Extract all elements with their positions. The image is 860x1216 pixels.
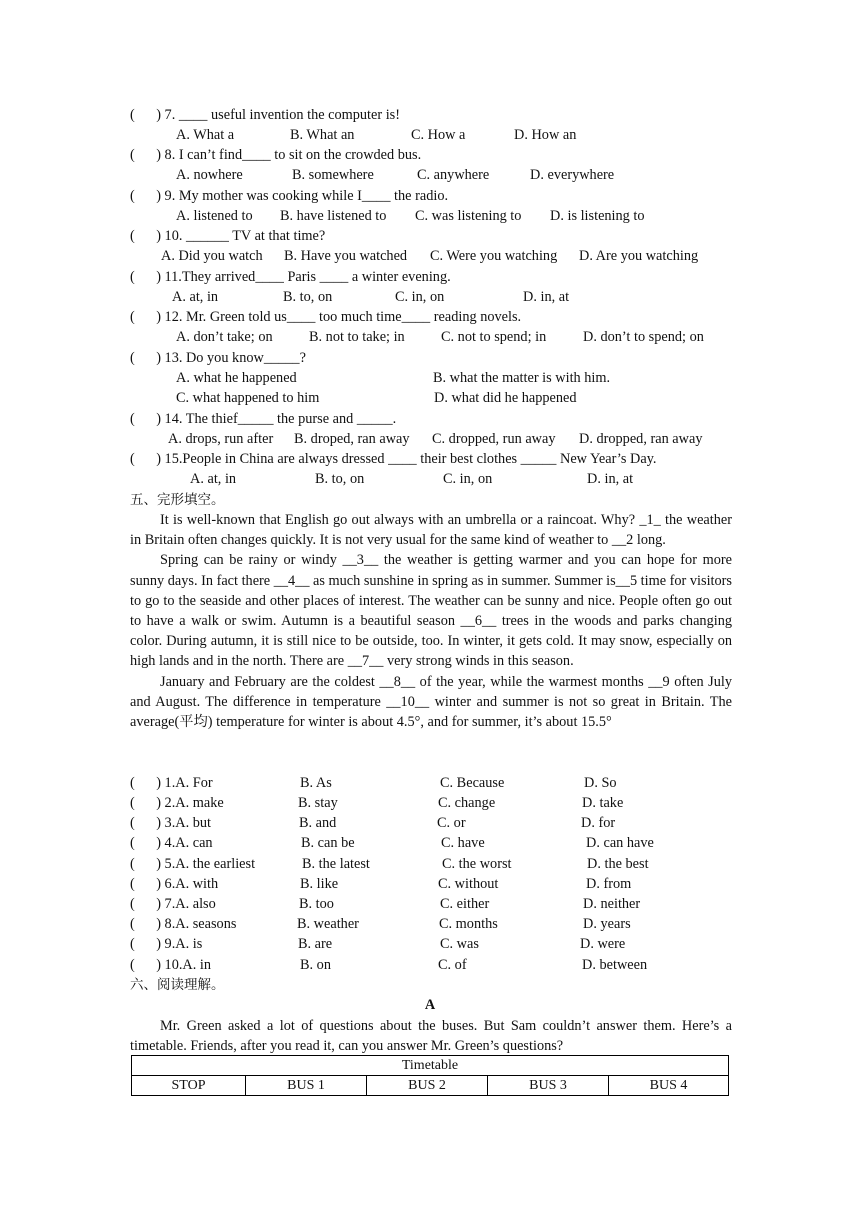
q8-option-b: B. somewhere	[292, 167, 374, 183]
q15-option-a: A. at, in	[190, 471, 237, 487]
cloze-1-b: B. As	[300, 775, 332, 791]
passage-a-intro-block	[130, 1016, 732, 1056]
q9-option-d: D. is listening to	[550, 208, 645, 224]
cloze-passage	[130, 510, 732, 732]
cloze-6-b: B. like	[300, 876, 339, 892]
cloze-paragraph-2: Spring can be rainy or windy __3__ the weather is getting warmer and you can hope for more sunny days. In fact there __4__ as much sunshine in spring as in summer. Summer is__5 time for visitors to go to the seaside and other places of interest. The weather can be sunny and nice. People often go out to have a walk or swim. Autumn is a beautiful season __6__ trees in the woods and parks changing color. During autumn, it is still nice to be outside, too. In winter, it gets cold. It may snow, especially on high lands and in the north. There are __7__ very strong winds in this season.	[130, 552, 732, 670]
question-10: ( ) 10. ______ TV at that time?	[130, 228, 326, 244]
cloze-option-2: ( ) 2.A. make	[130, 795, 224, 811]
cloze-9-c: C. was	[440, 936, 479, 952]
q9-option-a: A. listened to	[176, 208, 253, 224]
cloze-3-b: B. and	[299, 815, 337, 831]
cloze-7-b: B. too	[299, 896, 334, 912]
question-12: ( ) 12. Mr. Green told us____ too much time____ reading novels.	[130, 309, 522, 325]
cloze-option-3: ( ) 3.A. but	[130, 815, 212, 831]
q10-option-a: A. Did you watch	[161, 248, 263, 264]
q15-option-c: C. in, on	[443, 471, 493, 487]
q10-option-d: D. Are you watching	[579, 248, 699, 264]
cloze-4-b: B. can be	[301, 835, 355, 851]
cloze-option-1: ( ) 1.A. For	[130, 775, 213, 791]
section-6-heading: 六、阅读理解。	[130, 977, 225, 993]
cloze-option-9: ( ) 9.A. is	[130, 936, 203, 952]
cloze-paragraph-3: January and February are the coldest __8__ of the year, while the warmest months __9 often July and August. The difference in temperature __10__ winter and summer is not so great in Britain. The average(平均) temperature for winter is about 4.5°, and for summer, it’s about 15.5°	[130, 673, 732, 731]
cloze-8-b: B. weather	[297, 916, 359, 932]
cloze-1-c: C. Because	[440, 775, 505, 791]
cloze-option-10: ( ) 10.A. in	[130, 957, 212, 973]
cloze-8-c: C. months	[439, 916, 498, 932]
q8-option-c: C. anywhere	[417, 167, 490, 183]
q7-option-b: B. What an	[290, 127, 355, 143]
q8-option-a: A. nowhere	[176, 167, 243, 183]
q15-option-d: D. in, at	[587, 471, 634, 487]
q12-option-b: B. not to take; in	[309, 329, 405, 345]
cloze-7-c: C. either	[440, 896, 490, 912]
cloze-option-4: ( ) 4.A. can	[130, 835, 213, 851]
cloze-3-d: D. for	[581, 815, 616, 831]
question-13: ( ) 13. Do you know_____?	[130, 350, 306, 366]
question-14: ( ) 14. The thief_____ the purse and _____.	[130, 411, 397, 427]
cloze-7-d: D. neither	[583, 896, 641, 912]
q7-option-a: A. What a	[176, 127, 235, 143]
q13-option-d: D. what did he happened	[434, 390, 577, 406]
q12-option-a: A. don’t take; on	[176, 329, 273, 345]
timetable-header-bus-4: BUS 4	[609, 1076, 729, 1096]
q13-option-c: C. what happened to him	[176, 390, 320, 406]
cloze-2-b: B. stay	[298, 795, 338, 811]
q11-option-d: D. in, at	[523, 289, 570, 305]
bus-timetable	[131, 1055, 729, 1096]
q14-option-b: B. droped, ran away	[294, 431, 410, 447]
cloze-9-b: B. are	[298, 936, 333, 952]
q13-option-a: A. what he happened	[176, 370, 297, 386]
question-15: ( ) 15.People in China are always dressed ____ their best clothes _____ New Year’s Day.	[130, 451, 657, 467]
cloze-10-b: B. on	[300, 957, 331, 973]
timetable-header-bus-1: BUS 1	[246, 1076, 367, 1096]
q15-option-b: B. to, on	[315, 471, 365, 487]
cloze-option-5: ( ) 5.A. the earliest	[130, 856, 256, 872]
passage-a-intro: Mr. Green asked a lot of questions about the buses. But Sam couldn’t answer them. Here’s a timetable. Friends, after you read it, can you answer Mr. Green’s questions?	[130, 1018, 732, 1055]
question-7: ( ) 7. ____ useful invention the computer is!	[130, 107, 401, 123]
cloze-option-6: ( ) 6.A. with	[130, 876, 219, 892]
cloze-9-d: D. were	[580, 936, 626, 952]
q12-option-c: C. not to spend; in	[441, 329, 547, 345]
cloze-4-c: C. have	[441, 835, 485, 851]
timetable-header-bus-2: BUS 2	[367, 1076, 488, 1096]
section-5-heading: 五、完形填空。	[130, 492, 225, 508]
q7-option-d: D. How an	[514, 127, 577, 143]
q10-option-b: B. Have you watched	[284, 248, 408, 264]
question-8: ( ) 8. I can’t find____ to sit on the crowded bus.	[130, 147, 422, 163]
cloze-10-c: C. of	[438, 957, 467, 973]
q9-option-b: B. have listened to	[280, 208, 387, 224]
q11-option-a: A. at, in	[172, 289, 219, 305]
timetable-header-bus-3: BUS 3	[488, 1076, 609, 1096]
cloze-paragraph-1: It is well-known that English go out always with an umbrella or a raincoat. Why? _1_ the weather in Britain often changes quickly. It is not very usual for the same kind of weather to __2 long.	[130, 512, 732, 549]
question-11: ( ) 11.They arrived____ Paris ____ a winter evening.	[130, 269, 451, 285]
q11-option-c: C. in, on	[395, 289, 445, 305]
q14-option-d: D. dropped, ran away	[579, 431, 703, 447]
passage-a-title: A	[424, 997, 436, 1013]
cloze-4-d: D. can have	[586, 835, 654, 851]
question-9: ( ) 9. My mother was cooking while I____ the radio.	[130, 188, 449, 204]
timetable-header-stop: STOP	[132, 1076, 246, 1096]
timetable-title: Timetable	[132, 1056, 729, 1076]
cloze-10-d: D. between	[582, 957, 648, 973]
cloze-8-d: D. years	[583, 916, 631, 932]
cloze-5-c: C. the worst	[442, 856, 512, 872]
cloze-option-7: ( ) 7.A. also	[130, 896, 216, 912]
cloze-5-d: D. the best	[587, 856, 649, 872]
cloze-2-c: C. change	[438, 795, 496, 811]
q9-option-c: C. was listening to	[415, 208, 522, 224]
cloze-5-b: B. the latest	[302, 856, 370, 872]
q8-option-d: D. everywhere	[530, 167, 615, 183]
q10-option-c: C. Were you watching	[430, 248, 558, 264]
cloze-option-8: ( ) 8.A. seasons	[130, 916, 237, 932]
q13-option-b: B. what the matter is with him.	[433, 370, 611, 386]
cloze-2-d: D. take	[582, 795, 624, 811]
q14-option-a: A. drops, run after	[168, 431, 274, 447]
q12-option-d: D. don’t to spend; on	[583, 329, 704, 345]
q7-option-c: C. How a	[411, 127, 466, 143]
cloze-6-c: C. without	[438, 876, 499, 892]
q11-option-b: B. to, on	[283, 289, 333, 305]
cloze-1-d: D. So	[584, 775, 617, 791]
q14-option-c: C. dropped, run away	[432, 431, 556, 447]
cloze-6-d: D. from	[586, 876, 632, 892]
cloze-3-c: C. or	[437, 815, 466, 831]
